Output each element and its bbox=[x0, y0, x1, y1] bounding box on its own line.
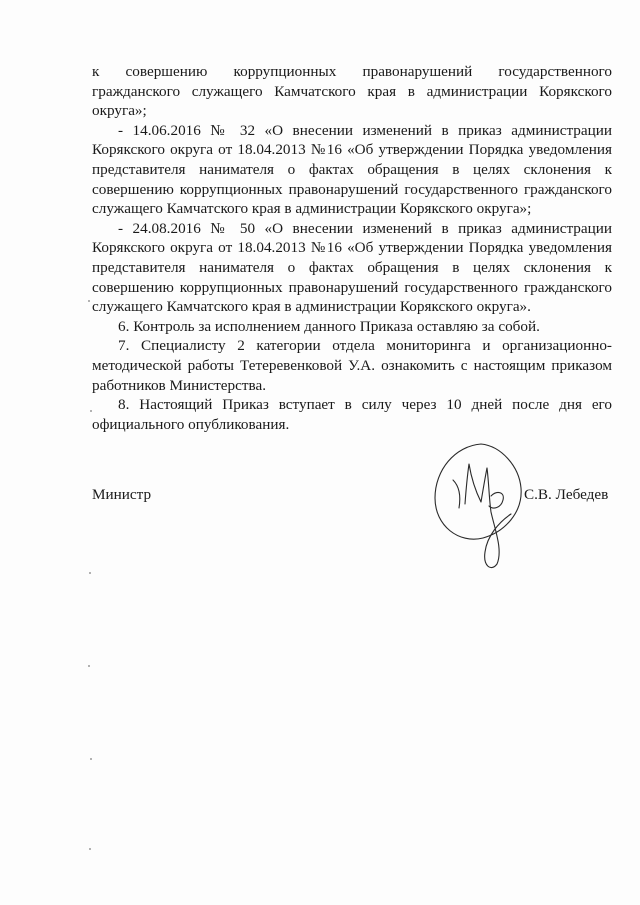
margin-dot bbox=[90, 410, 92, 412]
margin-dot bbox=[89, 848, 91, 850]
handwritten-signature-icon bbox=[425, 440, 535, 572]
paragraph-continuation: к совершению коррупционных правонарушений государственного гражданского служащего Камчатского края в администрации Корякского округа»; bbox=[92, 63, 612, 120]
paragraph-item-8: 8. Настоящий Приказ вступает в силу через 10 дней после дня его официального опубликования. bbox=[92, 396, 612, 433]
margin-dot bbox=[90, 758, 92, 760]
margin-dot bbox=[89, 572, 91, 574]
document-body bbox=[92, 62, 612, 434]
margin-dot bbox=[88, 665, 90, 667]
paragraph-amendment-2016-08-24: - 24.08.2016 № 50 «О внесении изменений в приказ администрации Корякского округа от 18.04.2013 №16 «Об утверждении Порядка уведомления представителя нанимателя о фактах обращения в целях склонения к совершению коррупционных правонарушений государственного гражданского служащего Камчатского края в администрации Корякского округа». bbox=[92, 219, 612, 316]
margin-dot bbox=[88, 300, 90, 302]
paragraph-item-6: 6. Контроль за исполнением данного Приказа оставляю за собой. bbox=[118, 317, 540, 335]
signer-title: Министр bbox=[92, 486, 152, 503]
signer-name: С.В. Лебедев bbox=[524, 486, 609, 503]
paragraph-amendment-2016-06-14: - 14.06.2016 № 32 «О внесении изменений в приказ администрации Корякского округа от 18.04.2013 №16 «Об утверждении Порядка уведомления представителя нанимателя о фактах обращения в целях склонения к совершению коррупционных правонарушений государственного гражданского служащего Камчатского края в администрации Корякского округа»; bbox=[92, 121, 612, 218]
paragraph-item-7: 7. Специалисту 2 категории отдела мониторинга и организационно-методической работы Тетеревенковой У.А. ознакомить с настоящим приказом работников Министерства. bbox=[92, 337, 612, 394]
